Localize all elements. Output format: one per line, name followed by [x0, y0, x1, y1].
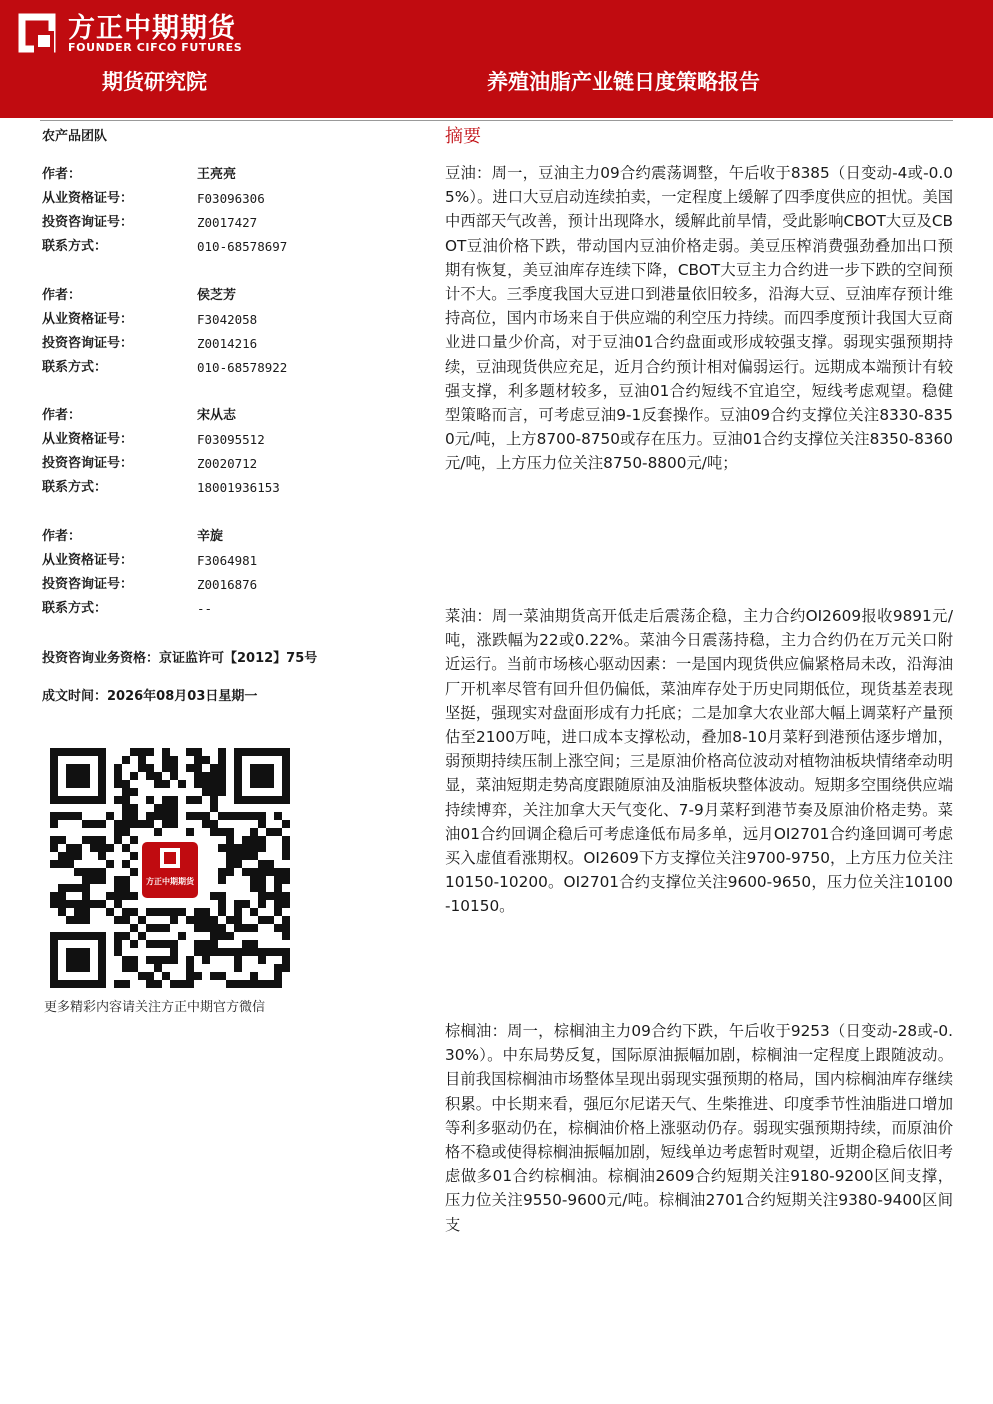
consult-number: Z0017427: [197, 215, 258, 230]
contact-label: 联系方式：: [42, 360, 108, 375]
consult-label: 投资咨询证号：: [42, 336, 134, 351]
author-name: 王亮亮: [197, 167, 237, 182]
license-number: F3042058: [197, 312, 258, 327]
author-label: 作者：: [42, 167, 82, 182]
team-name: 农产品团队: [42, 129, 108, 144]
company-name-cn: 方正中期期货: [68, 13, 236, 44]
palm-oil-paragraph: 棕榈油：周一，棕榈油主力09合约下跌，午后收于9253（日变动-28或-0.30%）。中东局势反复，国际原油振幅加剧，棕榈油一定程度上跟随波动。目前我国棕榈油市场整体呈现出弱现实强预期的格局，国内棕榈油库存继续积累。中长期来看，强厄尔尼诺天气、生柴推进、印度季节性油脂进口增加等利多驱动仍在，棕榈油价格上涨驱动仍存。弱现实强预期持续，而原油价格不稳或使得棕榈油振幅加剧，短线单边考虑暂时观望，近期企稳后依旧考虑做多01合约棕榈油。棕榈油2609合约短期关注9180-9200区间支撑，压力位关注9550-9600元/吨。棕榈油2701合约短期关注9380-9400区间支: [445, 1022, 953, 1234]
qr-code-icon: [50, 748, 290, 988]
contact-phone: --: [197, 601, 213, 616]
founder-logo-icon: [14, 11, 60, 55]
author-name: 宋从志: [197, 408, 237, 423]
license-number: F03095512: [197, 432, 265, 447]
contact-label: 联系方式：: [42, 239, 108, 254]
qr-center-logo: [138, 838, 202, 902]
consult-label: 投资咨询证号：: [42, 456, 134, 471]
summary-title: 摘要: [445, 126, 481, 147]
author-label: 作者：: [42, 529, 82, 544]
consult-number: Z0014216: [197, 336, 258, 351]
author-name: 侯芝芳: [197, 288, 237, 303]
header-divider: [40, 120, 953, 121]
author-label: 作者：: [42, 408, 82, 423]
report-date: 成文时间：2026年08月03日星期一: [42, 689, 258, 704]
contact-label: 联系方式：: [42, 480, 108, 495]
report-title: 养殖油脂产业链日度策略报告: [487, 70, 760, 94]
rapeseed-oil-paragraph: 菜油：周一菜油期货高开低走后震荡企稳，主力合约OI2609报收9891元/吨，涨跌幅为22或0.22%。菜油今日震荡持稳，主力合约仍在万元关口附近运行。当前市场核心驱动因素：一是国内现货供应偏紧格局未改，沿海油厂开机率尽管有回升但仍偏低，菜油库存处于历史同期低位，现货基差表现坚挺，强现实对盘面形成有力托底；二是加拿大农业部大幅上调菜籽产量预估至2100万吨，进口成本支撑松动，叠加8-10月菜籽到港预估逐步增加，弱预期持续压制上涨空间；三是原油价格高位波动对植物油板块情绪牵动明显，菜油短期走势高度跟随原油及油脂板块整体波动。短期多空围绕供应端持续博弈，关注加拿大天气变化、7-9月菜籽到港节奏及原油价格走势。菜油01合约回调企稳后可考虑逢低布局多单，远月OI2701合约逢回调可考虑买入虚值看涨期权。OI2609下方支撑位关注9700-9750，上方压力位关注10150-10200。OI2701合约支撑位关注9600-9650，压力位关注10100-10150。: [445, 607, 953, 916]
report-header: [0, 0, 993, 118]
contact-phone: 010-68578922: [197, 360, 288, 375]
license-number: F3064981: [197, 553, 258, 568]
license-label: 从业资格证号：: [42, 432, 134, 447]
qr-caption: 更多精彩内容请关注方正中期官方微信: [44, 1000, 266, 1015]
soybean-oil-paragraph: 豆油：周一，豆油主力09合约震荡调整，午后收于8385（日变动-4或-0.05%）。进口大豆启动连续拍卖，一定程度上缓解了四季度供应的担忧。美国中西部天气改善，预计出现降水，缓解此前旱情，受此影响CBOT大豆及CBOT豆油价格下跌，带动国内豆油价格走弱。美豆压榨消费强劲叠加出口预期有恢复，美豆油库存连续下降，CBOT大豆主力合约进一步下跌的空间预计不大。三季度我国大豆进口到港量依旧较多，沿海大豆、豆油库存预计维持高位，国内市场来自于供应端的利空压力持续。而四季度预计我国大豆商业进口量少价高，对于豆油01合约盘面或形成较强支撑。弱现实强预期持续，豆油现货供应充足，近月合约预计相对偏弱运行。远期成本端预计有较强支撑，利多题材较多，豆油01合约短线不宜追空，短线考虑观望。稳健型策略而言，可考虑豆油9-1反套操作。豆油09合约支撑位关注8330-8350元/吨，上方8700-8750或存在压力。豆油01合约支撑位关注8350-8360元/吨，上方压力位关注8750-8800元/吨；: [445, 164, 953, 473]
company-name-en: FOUNDER CIFCO FUTURES: [68, 41, 243, 54]
consult-label: 投资咨询证号：: [42, 577, 134, 592]
contact-phone: 18001936153: [197, 480, 280, 495]
contact-phone: 010-68578697: [197, 239, 288, 254]
license-label: 从业资格证号：: [42, 553, 134, 568]
qualification-text: 投资咨询业务资格：京证监许可【2012】75号: [42, 651, 318, 666]
contact-label: 联系方式：: [42, 601, 108, 616]
institute-name: 期货研究院: [102, 70, 207, 94]
qr-logo-text: 方正中期期货: [146, 877, 194, 886]
author-label: 作者：: [42, 288, 82, 303]
license-number: F03096306: [197, 191, 265, 206]
author-name: 辛旋: [197, 529, 224, 544]
license-label: 从业资格证号：: [42, 191, 134, 206]
consult-number: Z0016876: [197, 577, 258, 592]
license-label: 从业资格证号：: [42, 312, 134, 327]
consult-number: Z0020712: [197, 456, 258, 471]
consult-label: 投资咨询证号：: [42, 215, 134, 230]
